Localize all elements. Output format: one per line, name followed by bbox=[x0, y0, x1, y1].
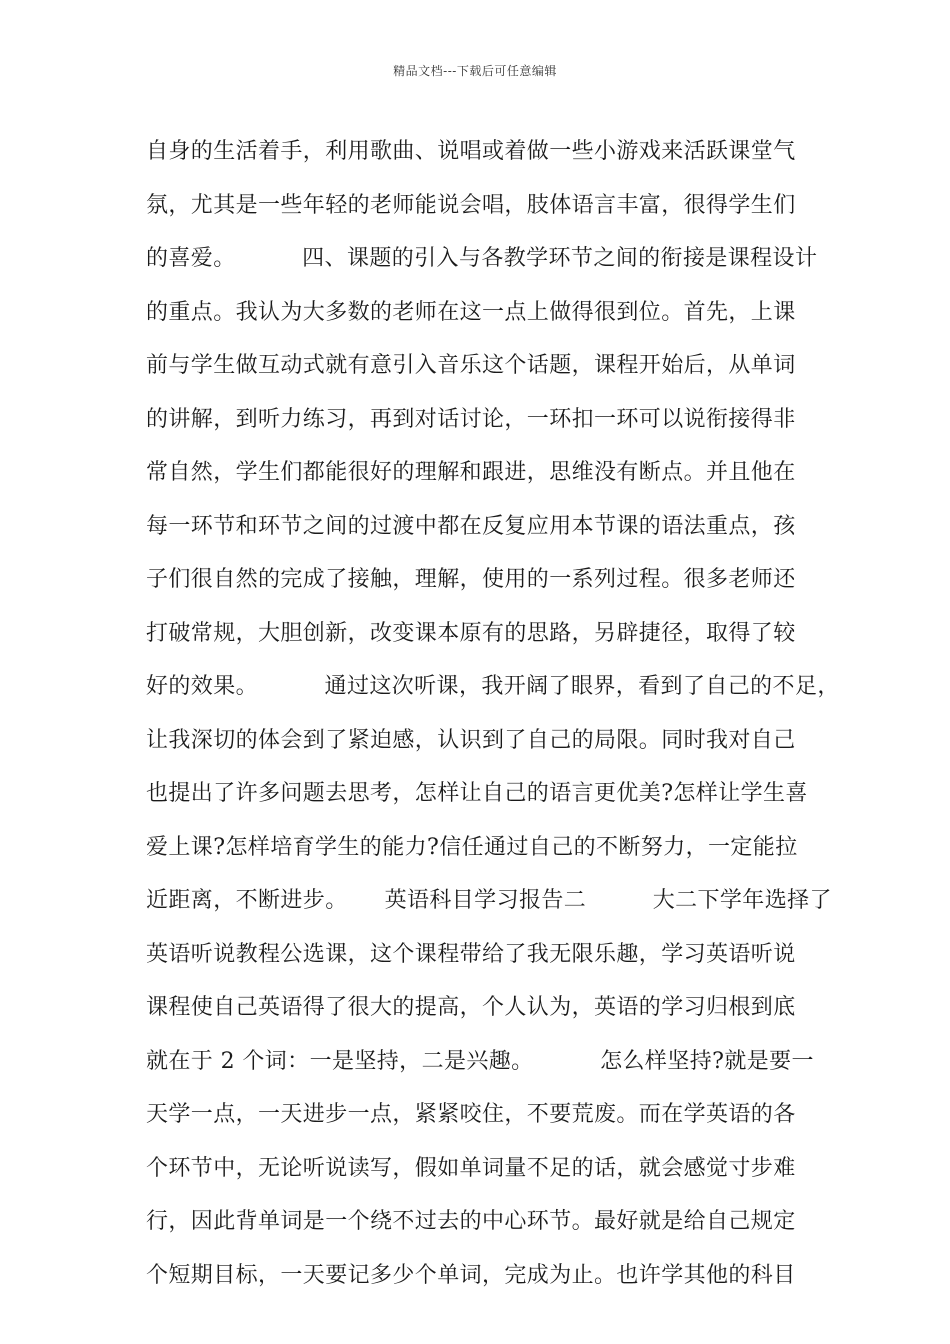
text-line: 自身的生活着手，利用歌曲、说唱或着做一些小游戏来活跃课堂气 bbox=[146, 139, 796, 164]
text-line: 的重点。我认为大多数的老师在这一点上做得很到位。首先，上课 bbox=[146, 299, 796, 325]
text-line: 英语听说教程公选课，这个课程带给了我无限乐趣，学习英语听说 bbox=[146, 941, 796, 967]
text-line: 的讲解，到听力练习，再到对话讨论，一环扣一环可以说衔接得非 bbox=[146, 406, 796, 432]
text-line: 前与学生做互动式就有意引入音乐这个话题，课程开始后，从单词 bbox=[146, 353, 796, 378]
text-line: 个短期目标，一天要记多少个单词，完成为止。也许学其他的科目 bbox=[146, 1262, 796, 1288]
text-line: 就在于 2 个词：一是坚持，二是兴趣。 怎么样坚持?就是要一 bbox=[146, 1048, 814, 1074]
text-line: 课程使自己英语得了很大的提高，个人认为，英语的学习归根到底 bbox=[146, 995, 796, 1020]
page-header: 精品文档---下载后可任意编辑 bbox=[393, 64, 557, 78]
text-line: 天学一点，一天进步一点，紧紧咬住，不要荒废。而在学英语的各 bbox=[146, 1102, 796, 1127]
text-line: 子们很自然的完成了接触，理解，使用的一系列过程。很多老师还 bbox=[146, 567, 796, 592]
text-line: 打破常规，大胆创新，改变课本原有的思路，另辟捷径，取得了较 bbox=[146, 620, 796, 646]
text-line: 氛，尤其是一些年轻的老师能说会唱，肢体语言丰富，很得学生们 bbox=[146, 192, 796, 218]
text-line: 个环节中，无论听说读写，假如单词量不足的话，就会感觉寸步难 bbox=[146, 1155, 796, 1181]
text-line: 的喜爱。 四、课题的引入与各教学环节之间的衔接是课程设计 bbox=[146, 246, 818, 271]
text-line: 让我深切的体会到了紧迫感，认识到了自己的局限。同时我对自己 bbox=[146, 727, 796, 753]
text-line: 爱上课?怎样培育学生的能力?信任通过自己的不断努力，一定能拉 bbox=[146, 834, 798, 860]
text-line: 好的效果。 通过这次听课，我开阔了眼界，看到了自己的不足， bbox=[146, 674, 840, 699]
text-line: 近距离，不断进步。 英语科目学习报告二 大二下学年选择了 bbox=[146, 888, 832, 913]
text-line: 每一环节和环节之间的过渡中都在反复应用本节课的语法重点，孩 bbox=[146, 513, 796, 539]
document-body bbox=[146, 132, 840, 1309]
text-line: 也提出了许多问题去思考，怎样让自己的语言更优美?怎样让学生喜 bbox=[146, 781, 808, 806]
text-line: 常自然，学生们都能很好的理解和跟进，思维没有断点。并且他在 bbox=[146, 460, 796, 485]
text-line: 行，因此背单词是一个绕不过去的中心环节。最好就是给自己规定 bbox=[146, 1209, 796, 1234]
